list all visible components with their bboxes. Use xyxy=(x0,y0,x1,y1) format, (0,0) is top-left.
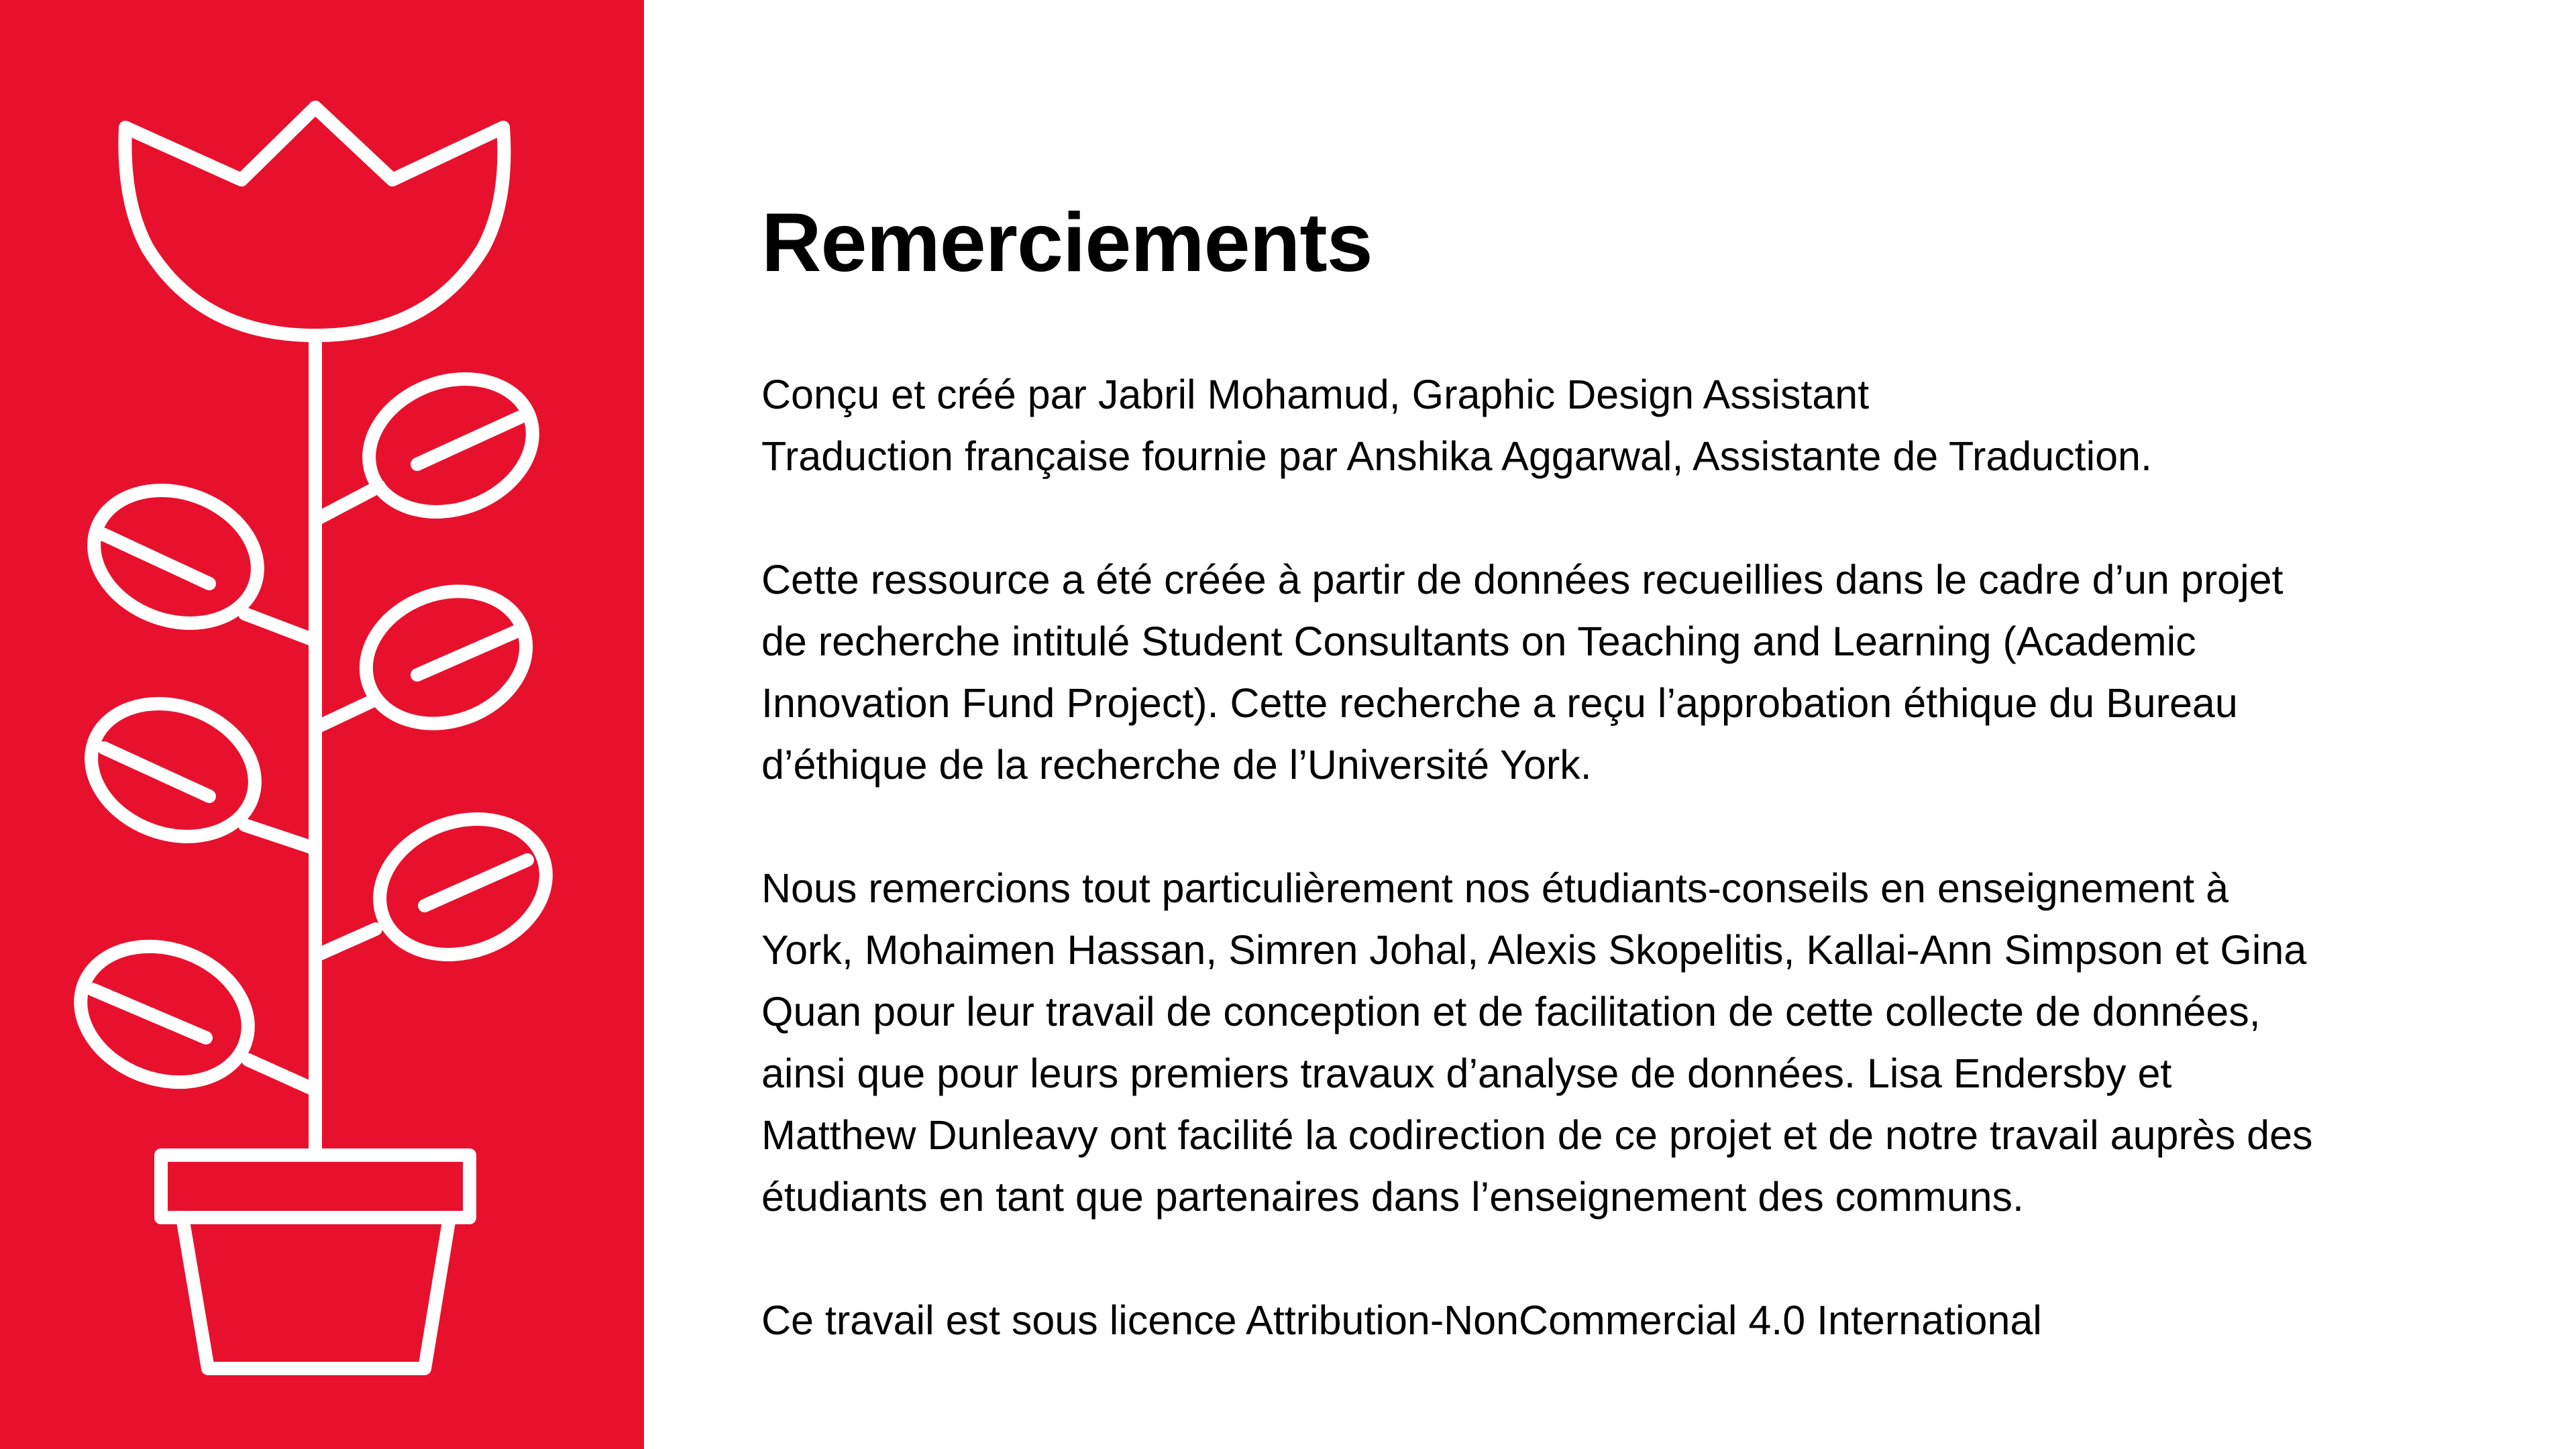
text-line: Traduction française fournie par Anshika Aggarwal, Assistante de Traduction. xyxy=(761,433,2152,479)
text-line: Innovation Fund Project). Cette recherche a reçu l’approbation éthique du Bureau xyxy=(761,680,2238,726)
page-title: Remerciements xyxy=(761,197,1373,289)
text-line: Quan pour leur travail de conception et de facilitation de cette collecte de données, xyxy=(761,989,2261,1034)
text-line: Nous remercions tout particulièrement nos étudiants-conseils en enseignement à xyxy=(761,865,2229,911)
text-line: York, Mohaimen Hassan, Simren Johal, Alexis Skopelitis, Kallai-Ann Simpson et Gina xyxy=(761,927,2307,973)
leaf-left-3 xyxy=(62,924,268,1105)
license-paragraph xyxy=(761,1289,2479,1351)
text-line: Ce travail est sous licence Attribution-NonCommercial 4.0 International xyxy=(761,1297,2042,1343)
leaf-right-3 xyxy=(360,796,565,977)
tulip-head xyxy=(125,107,504,335)
pot-body xyxy=(182,1218,449,1368)
text-line: Matthew Dunleavy ont facilité la codirection de ce projet et de notre travail auprès des xyxy=(761,1112,2313,1158)
pot-rim xyxy=(161,1155,470,1218)
text-line: de recherche intitulé Student Consultants on Teaching and Learning (Academic xyxy=(761,619,2196,664)
leaf-right-1 xyxy=(350,357,551,534)
thanks-paragraph xyxy=(761,857,2479,1228)
leaf-left-2 xyxy=(72,682,274,859)
flower-pot-icon xyxy=(0,0,644,1449)
text-line: étudiants en tant que partenaires dans l’enseignement des communs. xyxy=(761,1174,2025,1220)
leaf-right-2 xyxy=(347,570,545,745)
text-line: Cette ressource a été créée à partir de données recueillies dans le cadre d’un projet xyxy=(761,557,2284,602)
text-line: Conçu et créé par Jabril Mohamud, Graphic Design Assistant xyxy=(761,372,1870,417)
text-line: d’éthique de la recherche de l’Université York. xyxy=(761,742,1592,788)
research-paragraph xyxy=(761,549,2479,796)
acknowledgements-content xyxy=(761,197,2479,1351)
illustration-panel xyxy=(0,0,644,1449)
credits-paragraph xyxy=(761,364,2479,487)
text-line: ainsi que pour leurs premiers travaux d’analyse de données. Lisa Endersby et xyxy=(761,1051,2172,1096)
